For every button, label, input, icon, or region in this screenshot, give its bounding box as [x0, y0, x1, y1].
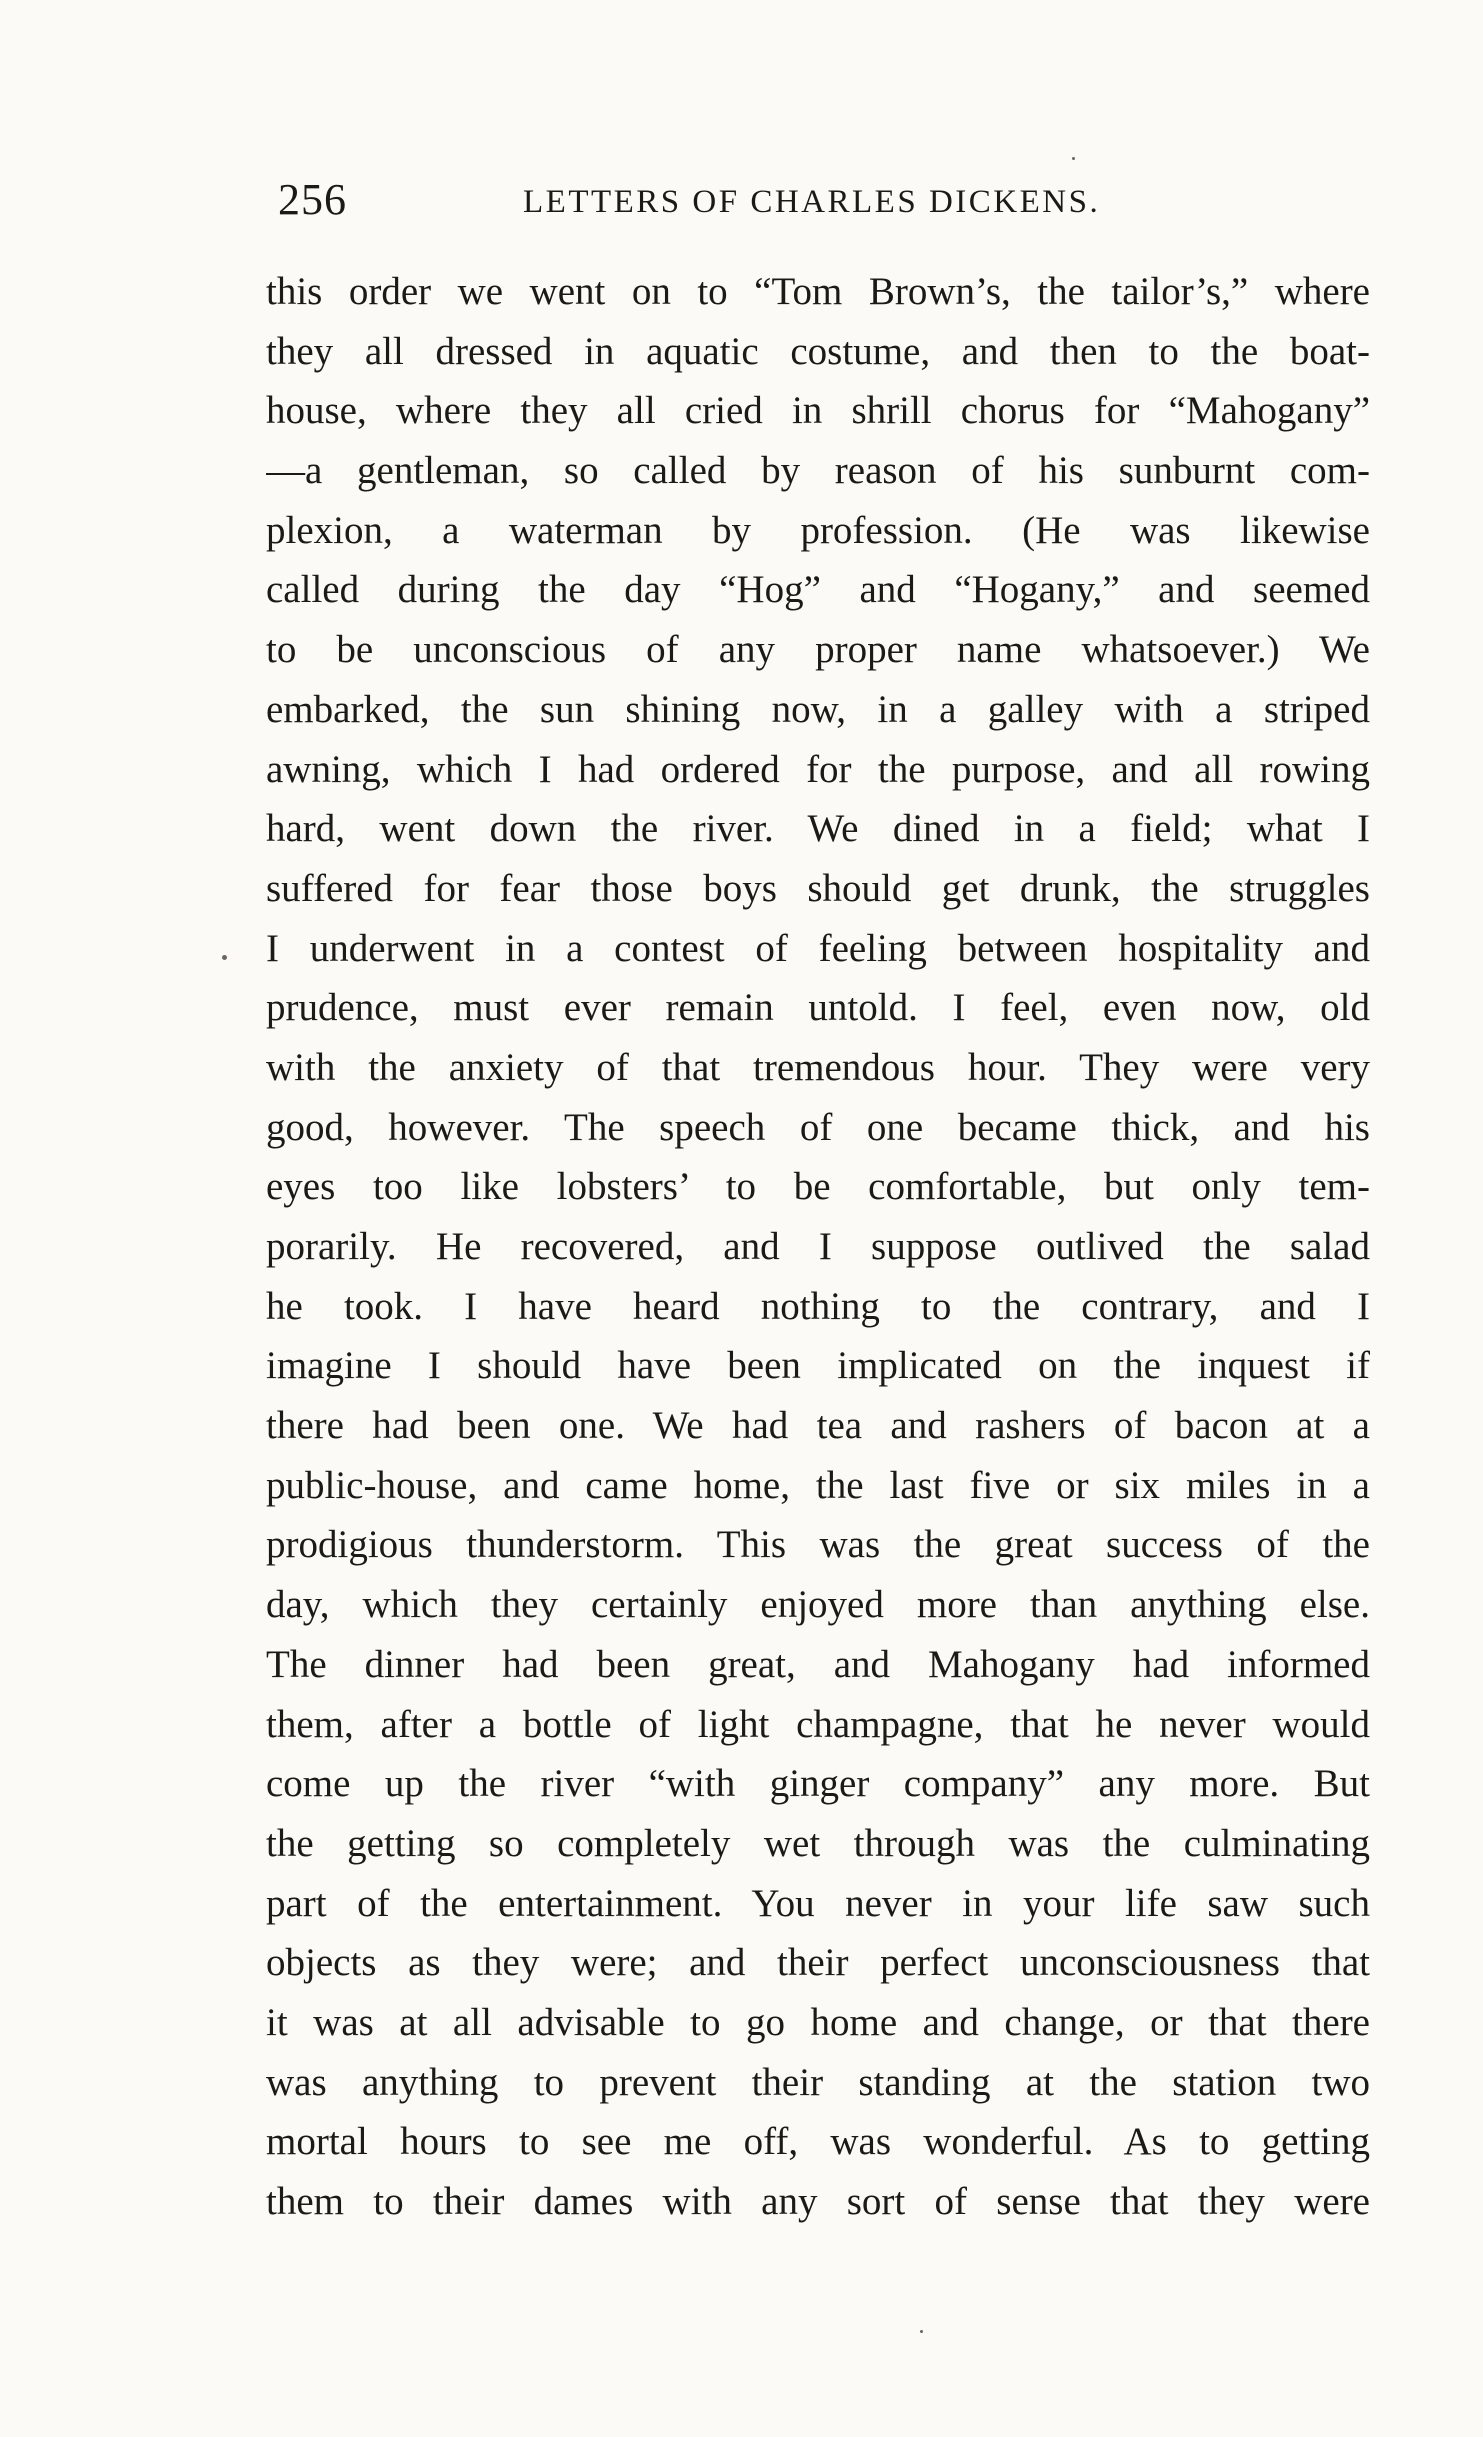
paper-speck [222, 955, 227, 960]
paper-speck [1072, 157, 1075, 160]
text-line: to be unconscious of any proper name whatsoever.) We [266, 628, 1370, 672]
text-line: house, where they all cried in shrill chorus for “Mahogany” [266, 389, 1370, 433]
text-line: porarily. He recovered, and I suppose outlived the salad [266, 1225, 1370, 1268]
text-line: them, after a bottle of light champagne, that he never would [266, 1702, 1370, 1746]
text-line: —a gentleman, so called by reason of his sunburnt com- [266, 449, 1370, 493]
text-line: he took. I have heard nothing to the contrary, and I [266, 1284, 1370, 1328]
text-line: plexion, a waterman by profession. (He was likewise [266, 508, 1370, 552]
text-line: prodigious thunderstorm. This was the great success of the [266, 1523, 1370, 1567]
text-line: prudence, must ever remain untold. I feel, even now, old [266, 986, 1370, 1030]
text-line: they all dressed in aquatic costume, and then to the boat- [266, 329, 1370, 373]
paper-speck [920, 2330, 923, 2333]
text-line: mortal hours to see me off, was wonderful. As to getting [266, 2120, 1370, 2164]
text-line: was anything to prevent their standing at the station two [266, 2060, 1370, 2104]
text-line: day, which they certainly enjoyed more than anything else. [266, 1583, 1370, 1627]
text-line: come up the river “with ginger company” any more. But [266, 1762, 1370, 1806]
text-line: them to their dames with any sort of sense that they were [266, 2180, 1370, 2223]
text-line: the getting so completely wet through was the culminating [266, 1821, 1370, 1865]
text-line: part of the entertainment. You never in your life saw such [266, 1881, 1370, 1925]
text-line: I underwent in a contest of feeling between hospitality and [266, 926, 1370, 970]
text-line: with the anxiety of that tremendous hour. They were very [266, 1045, 1370, 1089]
text-line: good, however. The speech of one became thick, and his [266, 1105, 1370, 1149]
text-line: The dinner had been great, and Mahogany had informed [266, 1642, 1370, 1686]
text-line: this order we went on to “Tom Brown’s, the tailor’s,” where [266, 270, 1370, 313]
running-head [278, 170, 1288, 230]
text-line: public-house, and came home, the last five or six miles in a [266, 1463, 1370, 1507]
text-line: imagine I should have been implicated on the inquest if [266, 1344, 1370, 1388]
text-line: hard, went down the river. We dined in a field; what I [266, 807, 1370, 851]
running-title: LETTERS OF CHARLES DICKENS. [523, 184, 1101, 220]
text-line: there had been one. We had tea and rashers of bacon at a [266, 1404, 1370, 1448]
page-number: 256 [278, 175, 347, 224]
text-line: suffered for fear those boys should get drunk, the struggles [266, 866, 1370, 910]
text-line: embarked, the sun shining now, in a galley with a striped [266, 687, 1370, 731]
text-line: awning, which I had ordered for the purpose, and all rowing [266, 747, 1370, 791]
text-line: called during the day “Hog” and “Hogany,” and seemed [266, 568, 1370, 612]
text-line: it was at all advisable to go home and change, or that there [266, 2000, 1370, 2044]
text-line: eyes too like lobsters’ to be comfortable, but only tem- [266, 1165, 1370, 1209]
body-text [266, 262, 1370, 2232]
text-line: objects as they were; and their perfect unconsciousness that [266, 1941, 1370, 1985]
